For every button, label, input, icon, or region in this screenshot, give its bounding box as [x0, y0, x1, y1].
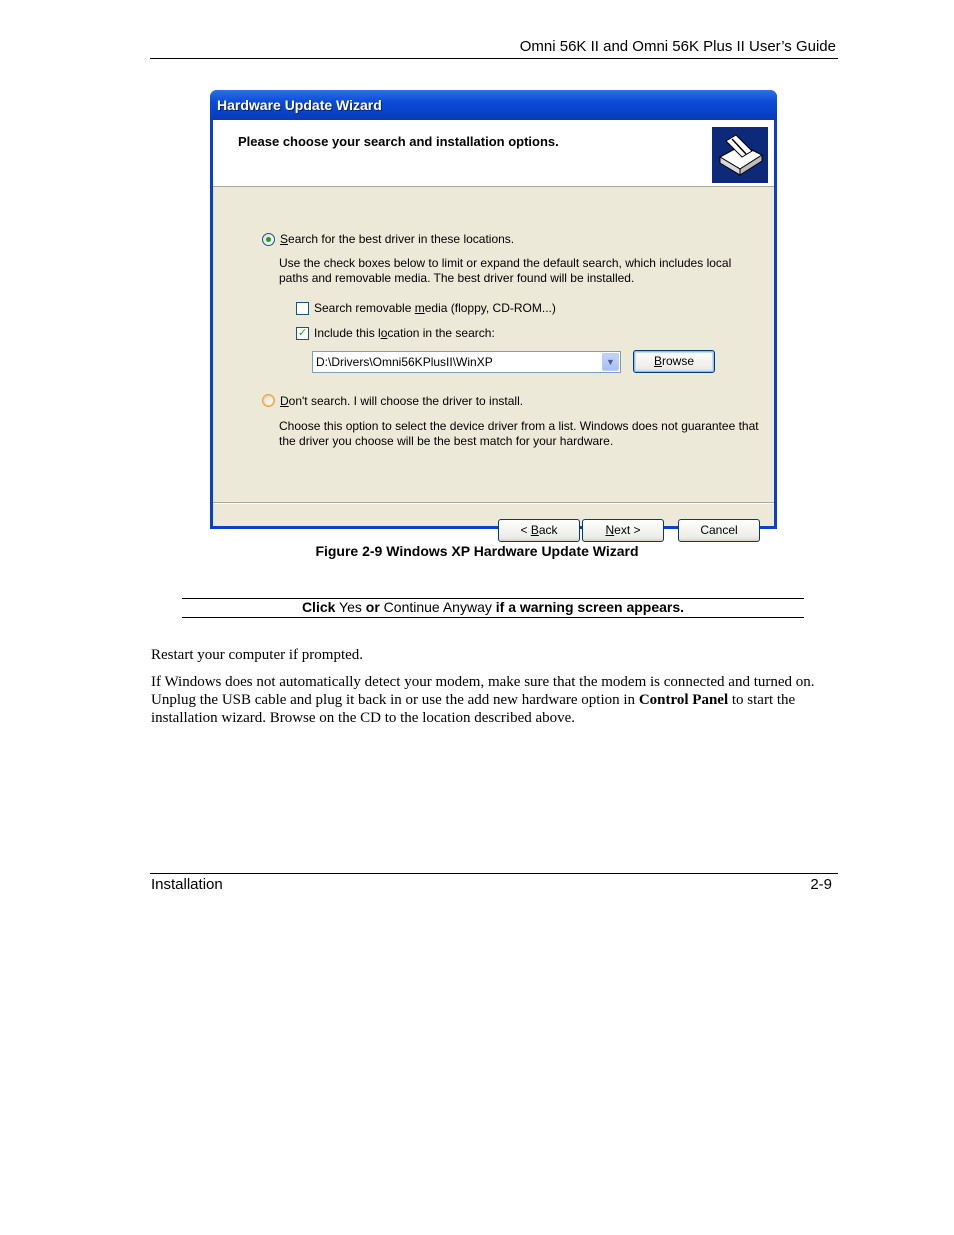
search-best-driver-radio[interactable]	[262, 233, 275, 246]
note-box	[182, 598, 804, 618]
footer-page-number: 2-9	[810, 876, 832, 893]
note-yes: Yes	[339, 599, 362, 615]
browse-button[interactable]: Browse	[633, 350, 715, 373]
dont-search-radio[interactable]	[262, 394, 275, 407]
dialog-title-bar[interactable]	[210, 90, 777, 120]
dialog-divider	[213, 502, 774, 504]
note-continue-anyway: Continue Anyway	[383, 599, 492, 615]
search-description: Use the check boxes below to limit or expand the default search, which includes local paths and removable media. The best driver found will be installed.	[279, 256, 732, 285]
search-best-driver-label[interactable]	[280, 232, 514, 246]
running-footer	[150, 873, 838, 894]
running-header	[150, 38, 838, 59]
include-location-checkbox[interactable]: ✓	[297, 327, 308, 339]
next-button[interactable]: Next >	[582, 519, 664, 542]
removable-media-label[interactable]: Search removable media (floppy, CD-ROM...)	[314, 301, 556, 315]
removable-media-checkbox[interactable]	[296, 302, 309, 315]
dialog-body	[213, 120, 774, 537]
note-tail: if a warning screen appears.	[495, 599, 685, 615]
dont-search-label[interactable]: Don't search. I will choose the driver to install.	[280, 394, 524, 408]
location-value: D:\Drivers\Omni56KPlusII\WinXP	[316, 355, 493, 369]
banner-heading: Please choose your search and installation options.	[238, 134, 559, 149]
cancel-button[interactable]: Cancel	[678, 519, 760, 542]
paragraph-detect-a: If Windows does not automatically detect your modem, make sure that the modem is connected and turned on. Unplug the USB cable and plug it back in or use the add new hardware option in	[151, 674, 815, 708]
hardware-wizard-icon	[712, 127, 768, 183]
include-location-label[interactable]: Include this location in the search:	[314, 326, 495, 340]
back-button[interactable]: < Back	[498, 519, 580, 542]
search-best-driver-text: earch for the best driver in these locations.	[288, 232, 515, 246]
dialog-banner	[213, 120, 774, 187]
footer-section: Installation	[151, 876, 223, 893]
note-click: Click	[301, 599, 336, 615]
paragraph-detect	[151, 673, 831, 727]
dont-search-description: Choose this option to select the device driver from a list. Windows does not guarantee that the driver you choose will be the best match for your hardware.	[279, 419, 759, 448]
dialog-title: Hardware Update Wizard	[217, 97, 382, 113]
chevron-down-icon[interactable]: ▼	[602, 353, 619, 371]
location-combobox[interactable]	[312, 351, 621, 373]
control-panel-text: Control Panel	[638, 692, 729, 708]
hardware-update-wizard-dialog	[210, 90, 777, 537]
guide-title: Omni 56K II and Omni 56K Plus II User’s Guide	[519, 38, 836, 55]
note-or: or	[365, 599, 380, 615]
paragraph-restart: Restart your computer if prompted.	[151, 647, 364, 663]
paragraph-detect-c: to start the installation wizard. Browse on the CD to the location described above.	[151, 692, 796, 726]
figure-caption: Figure 2-9 Windows XP Hardware Update Wizard	[315, 543, 639, 559]
access-key-s: S	[280, 232, 289, 246]
